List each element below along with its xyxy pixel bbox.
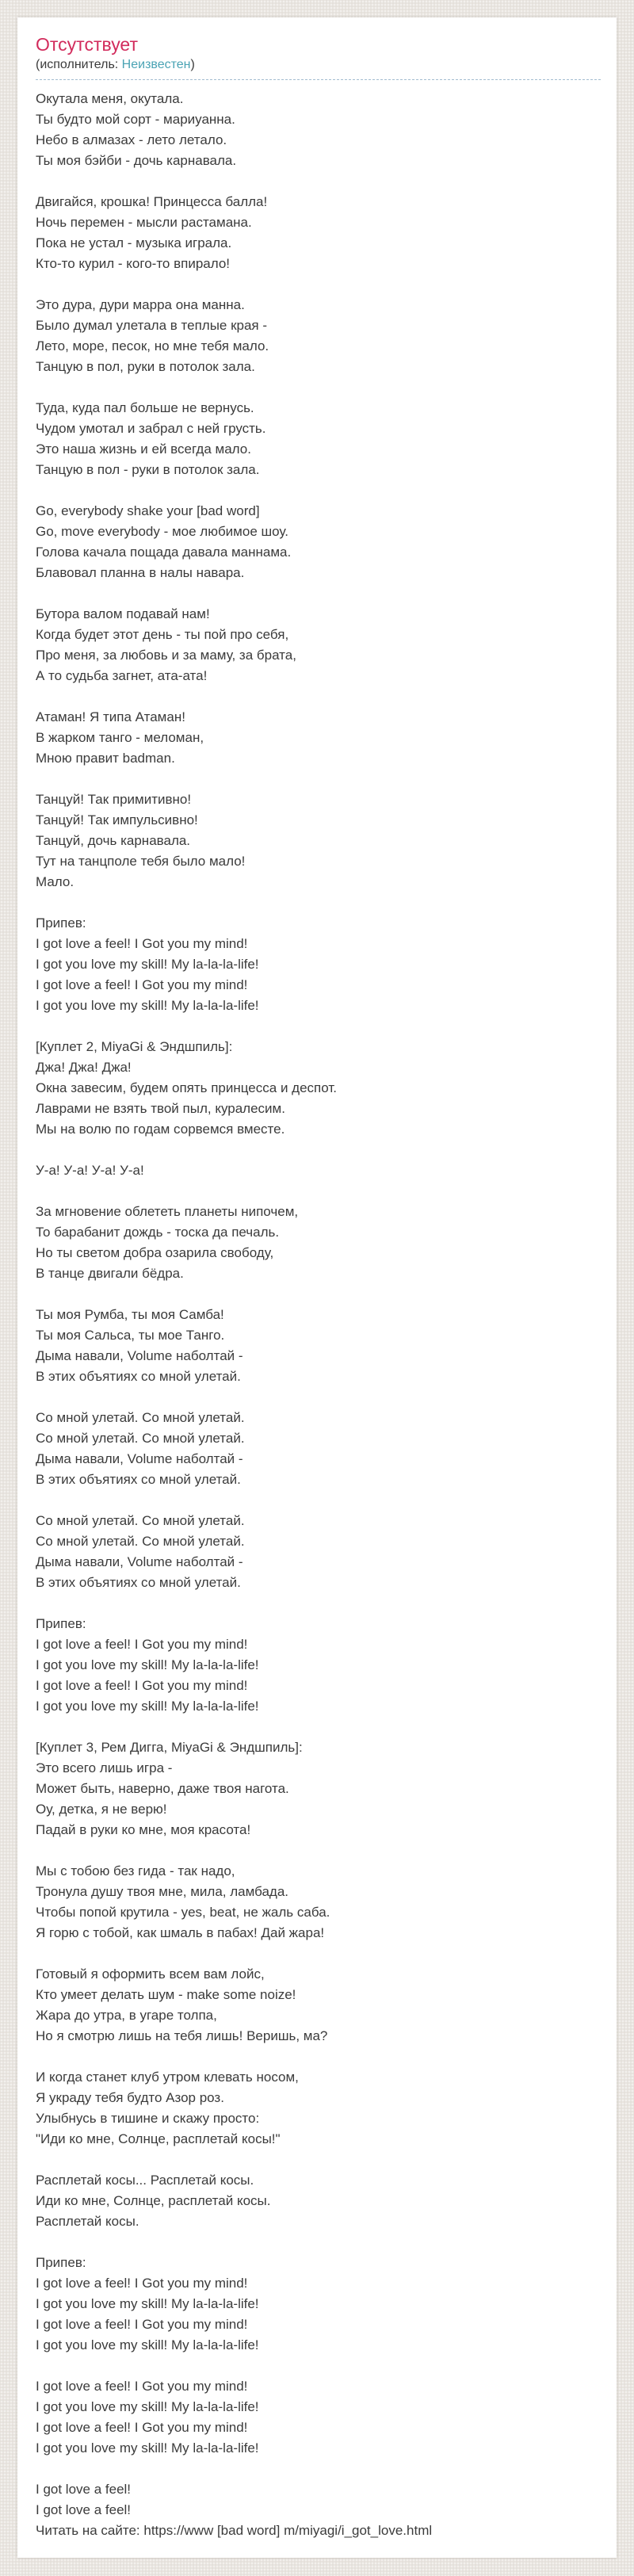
lyric-line: I got love a feel! I Got you my mind! [36, 1637, 248, 1653]
lyric-line: Небо в алмазах - лето летало. [36, 132, 227, 148]
lyric-line: Припев: [36, 915, 86, 931]
lyric-line: В танце двигали бёдра. [36, 1266, 184, 1282]
lyric-line: I got you love my skill! My la-la-la-life! [36, 957, 259, 973]
lyric-blank-line [36, 1943, 601, 1964]
lyric-line: Пока не устал - музыка играла. [36, 235, 232, 251]
lyric-line: Мы с тобою без гида - так надо, [36, 1863, 235, 1879]
lyric-blank-line [36, 1490, 601, 1511]
lyric-blank-line [36, 377, 601, 398]
lyric-line: I got love a feel! I Got you my mind! [36, 2276, 248, 2291]
lyric-blank-line [36, 1284, 601, 1305]
lyric-line: I got love a feel! I Got you my mind! [36, 2317, 248, 2333]
lyric-line: А то судьба загнет, ата-ата! [36, 668, 208, 684]
lyric-line: "Иди ко мне, Солнце, расплетай косы!" [36, 2131, 281, 2147]
lyric-blank-line [36, 1016, 601, 1037]
lyric-line: Жара до утра, в угаре толпа, [36, 2008, 217, 2024]
lyric-line: Расплетай косы... Расплетай косы. [36, 2173, 254, 2188]
lyric-line: Джа! Джа! Джа! [36, 1060, 132, 1076]
lyric-line: Дыма навали, Volume наболтай - [36, 1348, 243, 1364]
lyric-line: Лаврами не взять твой пыл, куралесим. [36, 1101, 285, 1117]
lyric-blank-line [36, 2047, 601, 2067]
lyrics-card [17, 17, 617, 2558]
lyric-blank-line [36, 892, 601, 913]
lyric-line: I got love a feel! I Got you my mind! [36, 1678, 248, 1694]
lyric-line: I got love a feel! I Got you my mind! [36, 977, 248, 993]
lyric-blank-line [36, 2459, 601, 2479]
lyric-line: Дыма навали, Volume наболтай - [36, 1554, 243, 1570]
lyric-blank-line [36, 480, 601, 501]
lyric-blank-line [36, 274, 601, 295]
lyric-line: Кто-то курил - кого-то впирало! [36, 256, 231, 272]
lyric-line: Ты моя бэйби - дочь карнавала. [36, 153, 237, 169]
lyric-line: Припев: [36, 1616, 86, 1632]
lyric-line: Со мной улетай. Со мной улетай. [36, 1513, 245, 1529]
lyric-line: Ночь перемен - мысли растамана. [36, 215, 252, 231]
lyric-line: Это наша жизнь и ей всегда мало. [36, 441, 251, 457]
lyric-line: Атаман! Я типа Атаман! [36, 709, 185, 725]
lyric-blank-line [36, 583, 601, 604]
lyric-blank-line [36, 1717, 601, 1737]
lyric-blank-line [36, 2356, 601, 2376]
lyric-line: I got love a feel! I Got you my mind! [36, 936, 248, 952]
lyric-line: Мною правит badman. [36, 751, 175, 766]
lyric-line: В жарком танго - меломан, [36, 730, 204, 746]
lyric-line: Читать на сайте: https://www [bad word] m/miyagi/i_got_love.html [36, 2523, 433, 2539]
lyric-line: Мы на волю по годам сорвемся вместе. [36, 1122, 285, 1137]
lyric-line: Это всего лишь игра - [36, 1760, 173, 1776]
lyric-line: [Куплет 2, MiyaGi & Эндшпиль]: [36, 1039, 233, 1055]
artist-label-prefix: (исполнитель: [36, 58, 122, 72]
lyric-line: Со мной улетай. Со мной улетай. [36, 1534, 245, 1550]
lyric-line: Со мной улетай. Со мной улетай. [36, 1431, 245, 1447]
lyric-line: В этих объятиях со мной улетай. [36, 1575, 241, 1591]
lyric-line: Оу, детка, я не верю! [36, 1802, 167, 1817]
lyric-line: Голова качала пощада давала маннама. [36, 545, 292, 560]
artist-link[interactable]: Неизвестен [121, 58, 191, 72]
lyric-line: Чудом умотал и забрал с ней грусть. [36, 421, 266, 437]
lyric-line: Ты будто мой сорт - мариуанна. [36, 112, 235, 128]
lyric-line: Туда, куда пал больше не вернусь. [36, 400, 254, 416]
lyric-line: Улыбнусь в тишине и скажу просто: [36, 2111, 260, 2127]
lyric-line: Лето, море, песок, но мне тебя мало. [36, 338, 269, 354]
lyric-line: I got you love my skill! My la-la-la-life! [36, 2440, 259, 2456]
lyric-line: I got love a feel! [36, 2482, 132, 2498]
lyric-line: I got love a feel! [36, 2502, 132, 2518]
lyric-line: I got love a feel! I Got you my mind! [36, 2379, 248, 2394]
lyric-blank-line [36, 1593, 601, 1614]
lyric-line: I got love a feel! I Got you my mind! [36, 2420, 248, 2436]
lyric-line: Но я смотрю лишь на тебя лишь! Веришь, ма? [36, 2028, 328, 2044]
lyric-line: Окутала меня, окутала. [36, 91, 184, 107]
lyric-line: У-а! У-а! У-а! У-а! [36, 1163, 144, 1179]
lyric-blank-line [36, 171, 601, 192]
lyric-line: Я украду тебя будто Азор роз. [36, 2090, 224, 2106]
song-title: Отсутствует [36, 34, 138, 55]
lyric-line: Падай в руки ко мне, моя красота! [36, 1822, 251, 1838]
lyric-line: I got you love my skill! My la-la-la-life! [36, 1699, 259, 1714]
lyric-blank-line [36, 1387, 601, 1408]
lyric-blank-line [36, 2150, 601, 2170]
lyric-line: Танцую в пол - руки в потолок зала. [36, 462, 260, 478]
lyric-line: Ты моя Румба, ты моя Самба! [36, 1307, 224, 1323]
lyric-line: Расплетай косы. [36, 2214, 139, 2230]
lyric-line: Когда будет этот день - ты пой про себя, [36, 627, 289, 643]
lyric-line: Дыма навали, Volume наболтай - [36, 1451, 243, 1467]
lyric-line: Со мной улетай. Со мной улетай. [36, 1410, 245, 1426]
lyric-line: За мгновение облететь планеты нипочем, [36, 1204, 299, 1220]
lyric-line: Чтобы попой крутила - yes, beat, не жаль саба. [36, 1905, 330, 1921]
lyric-blank-line [36, 686, 601, 707]
lyric-line: Окна завесим, будем опять принцесса и деспот. [36, 1080, 337, 1096]
lyric-line: Go, move everybody - мое любимое шоу. [36, 524, 288, 540]
lyric-line: Ты моя Сальса, ты мое Танго. [36, 1328, 225, 1343]
lyric-line: Танцую в пол, руки в потолок зала. [36, 359, 255, 375]
lyric-line: [Куплет 3, Рем Дигга, MiyaGi & Эндшпиль]: [36, 1740, 303, 1756]
artist-label-suffix: ) [190, 58, 195, 72]
lyric-line: В этих объятиях со мной улетай. [36, 1369, 241, 1385]
lyric-line: Тронула душу твоя мне, мила, ламбада. [36, 1884, 288, 1900]
lyric-line: Это дура, дури марра она манна. [36, 297, 245, 313]
lyric-line: I got you love my skill! My la-la-la-life! [36, 1657, 259, 1673]
lyric-line: Танцуй, дочь карнавала. [36, 833, 191, 849]
lyric-line: I got you love my skill! My la-la-la-life! [36, 2399, 259, 2415]
lyric-line: И когда станет клуб утром клевать носом, [36, 2070, 299, 2085]
lyric-line: I got you love my skill! My la-la-la-life! [36, 2337, 259, 2353]
lyric-line: Готовый я оформить всем вам лойс, [36, 1966, 265, 1982]
lyric-line: Но ты светом добра озарила свободу, [36, 1245, 274, 1261]
lyric-line: I got you love my skill! My la-la-la-life! [36, 2296, 259, 2312]
lyric-line: Про меня, за любовь и за маму, за брата, [36, 648, 296, 663]
lyric-line: В этих объятиях со мной улетай. [36, 1472, 241, 1488]
lyric-line: Go, everybody shake your [bad word] [36, 503, 260, 519]
lyric-line: Иди ко мне, Солнце, расплетай косы. [36, 2193, 271, 2209]
lyric-blank-line [36, 769, 601, 789]
lyric-line: I got you love my skill! My la-la-la-life! [36, 998, 259, 1014]
lyric-line: Было думал улетала в теплые края - [36, 318, 268, 334]
lyric-line: Блавовал планна в налы навара. [36, 565, 245, 581]
lyric-blank-line [36, 1840, 601, 1861]
lyric-line: Бутора валом подавай нам! [36, 606, 210, 622]
lyric-line: Я горю с тобой, как шмаль в пабах! Дай жара! [36, 1925, 325, 1941]
lyric-line: Припев: [36, 2255, 86, 2271]
song-header [36, 17, 601, 80]
lyric-line: Тут на танцполе тебя было мало! [36, 854, 246, 869]
lyric-line: Танцуй! Так импульсивно! [36, 812, 198, 828]
lyrics-text [36, 89, 601, 2541]
lyric-line: Двигайся, крошка! Принцесса балла! [36, 194, 268, 210]
lyric-line: Может быть, наверно, даже твоя нагота. [36, 1781, 289, 1797]
lyric-line: То барабанит дождь - тоска да печаль. [36, 1225, 280, 1240]
lyric-blank-line [36, 1181, 601, 1202]
lyric-line: Мало. [36, 874, 74, 890]
lyric-line: Танцуй! Так примитивно! [36, 792, 192, 808]
artist-line [36, 57, 601, 74]
lyric-blank-line [36, 2232, 601, 2253]
lyric-line: Кто умеет делать шум - make some noize! [36, 1987, 296, 2003]
lyric-blank-line [36, 1140, 601, 1160]
